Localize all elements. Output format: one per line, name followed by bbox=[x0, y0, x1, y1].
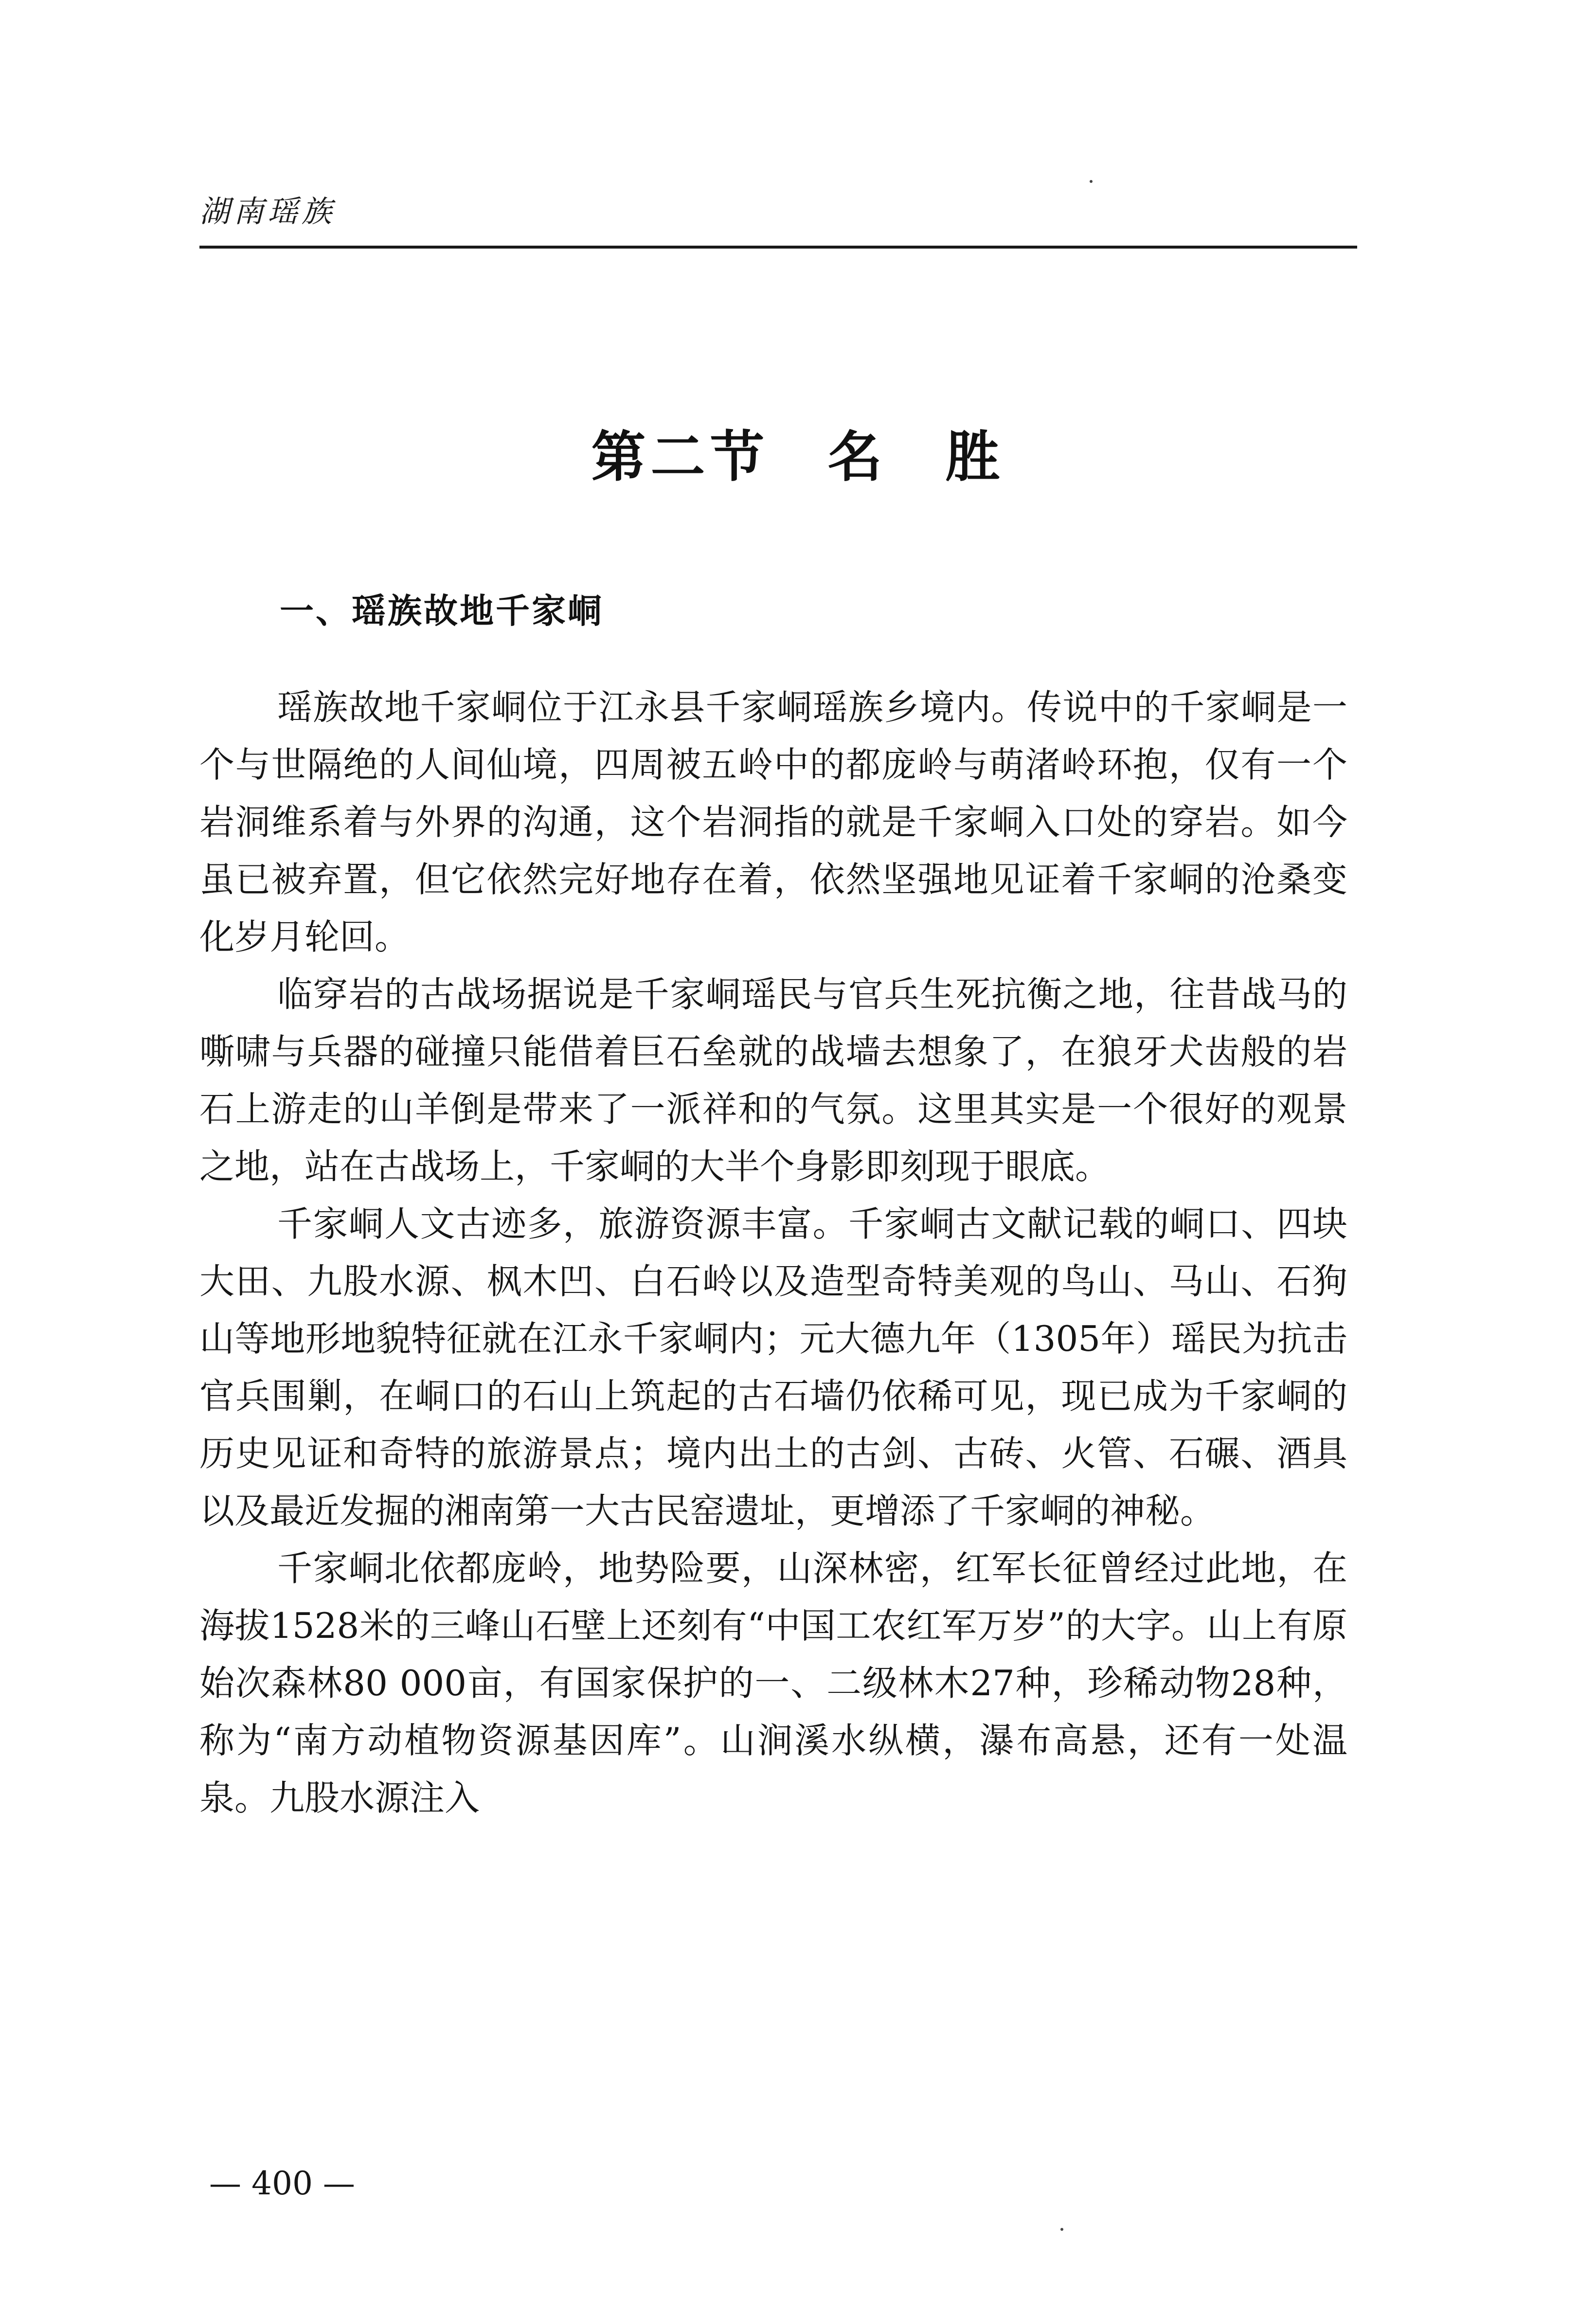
paragraph: 临穿岩的古战场据说是千家峒瑶民与官兵生死抗衡之地，往昔战马的嘶啸与兵器的碰撞只能借着巨石垒就的战墙去想象了，在狼牙犬齿般的岩石上游走的山羊倒是带来了一派祥和的气氛。这里其实是一个很好的观景之地，站在古战场上，千家峒的大半个身影即刻现于眼底。 bbox=[199, 974, 1347, 1187]
section-title bbox=[0, 413, 1596, 492]
section-title-char-1: 名 bbox=[827, 426, 887, 489]
scan-speck bbox=[1090, 180, 1093, 183]
page-number: — 400 — bbox=[209, 2165, 355, 2202]
section-title-char-2: 胜 bbox=[945, 426, 1005, 489]
paragraph: 千家峒北依都庞岭，地势险要，山深林密，红军长征曾经过此地，在海拔1528米的三峰山石壁上还刻有“中国工农红军万岁”的大字。山上有原始次森林80 000亩，有国家保护的一、二级林木27种，珍稀动物28种，称为“南方动植物资源基因库”。山涧溪水纵横，瀑布高悬，还有一处温泉。九股水源注入 bbox=[199, 1548, 1347, 1818]
header-rule bbox=[199, 246, 1357, 249]
section-number: 第二节 bbox=[591, 426, 770, 489]
subsection-heading: 一、瑶族故地千家峒 bbox=[280, 591, 604, 631]
body-text bbox=[199, 679, 1347, 1827]
running-header: 湖南瑶族 bbox=[199, 194, 336, 229]
paragraph: 瑶族故地千家峒位于江永县千家峒瑶族乡境内。传说中的千家峒是一个与世隔绝的人间仙境，四周被五岭中的都庞岭与萌渚岭环抱，仅有一个岩洞维系着与外界的沟通，这个岩洞指的就是千家峒入口处的穿岩。如今虽已被弃置，但它依然完好地存在着，依然坚强地见证着千家峒的沧桑变化岁月轮回。 bbox=[199, 687, 1347, 957]
scan-speck bbox=[1060, 2228, 1063, 2231]
paragraph: 千家峒人文古迹多，旅游资源丰富。千家峒古文献记载的峒口、四块大田、九股水源、枫木凹、白石岭以及造型奇特美观的鸟山、马山、石狗山等地形地貌特征就在江永千家峒内；元大德九年（1305年）瑶民为抗击官兵围剿，在峒口的石山上筑起的古石墙仍依稀可见，现已成为千家峒的历史见证和奇特的旅游景点；境内出土的古剑、古砖、火管、石碾、酒具以及最近发掘的湘南第一大古民窑遗址，更增添了千家峒的神秘。 bbox=[199, 1203, 1347, 1531]
